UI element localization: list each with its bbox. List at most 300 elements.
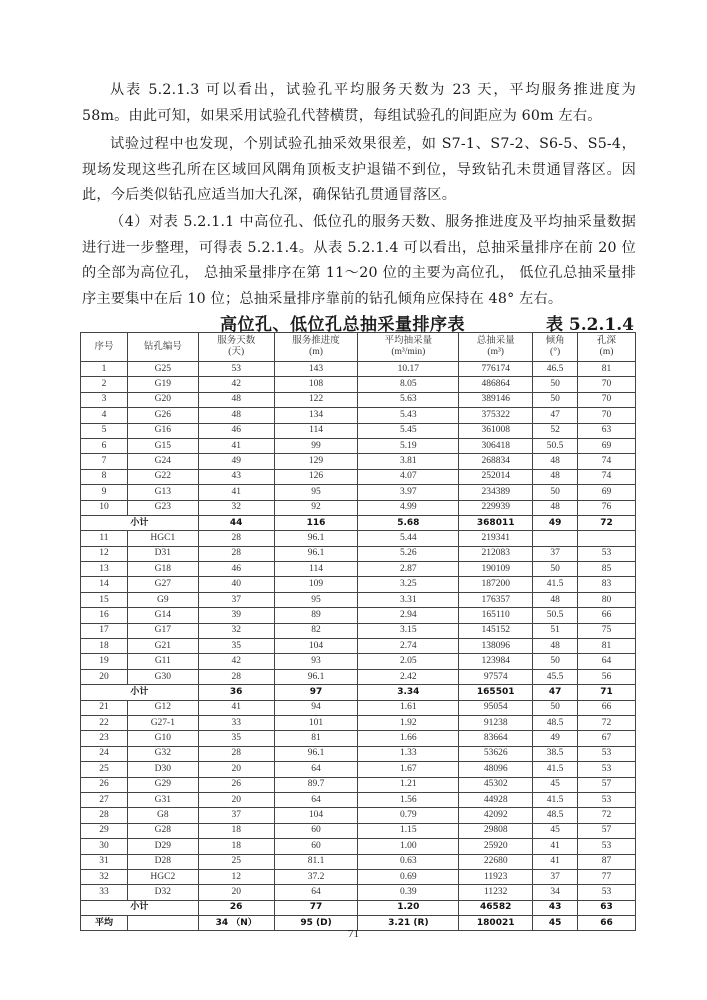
table-row	[81, 438, 636, 453]
cell-avg-extraction: 1.92	[358, 715, 459, 730]
cell-seq: 1	[81, 362, 128, 377]
cell-total-extraction: 44928	[459, 792, 533, 807]
cell-service-days: 20	[198, 762, 274, 777]
cell-depth: 72	[578, 808, 636, 823]
cell-total-extraction: 268834	[459, 454, 533, 469]
cell-hole-id: G24	[127, 454, 198, 469]
table-row	[81, 500, 636, 515]
cell-total-extraction: 95054	[459, 700, 533, 715]
header-label: 序号	[94, 341, 114, 352]
cell-depth: 63	[578, 423, 636, 438]
cell-service-days: 18	[198, 839, 274, 854]
cell-hole-id: G15	[127, 438, 198, 453]
cell-total-extraction: 145152	[459, 623, 533, 638]
cell-avg-extraction: 2.42	[358, 669, 459, 684]
cell-service-days: 49	[198, 454, 274, 469]
header-total-extraction	[459, 333, 533, 362]
cell-service-days: 46	[198, 423, 274, 438]
cell-service-days: 48	[198, 408, 274, 423]
cell-advance: 114	[274, 562, 358, 577]
cell-avg-extraction: 3.31	[358, 592, 459, 607]
table-row	[81, 854, 636, 869]
cell-total-extraction: 234389	[459, 485, 533, 500]
cell-advance: 81.1	[274, 854, 358, 869]
cell-depth: 81	[578, 362, 636, 377]
cell-service-days: 20	[198, 792, 274, 807]
cell-avg-extraction: 8.05	[358, 377, 459, 392]
cell-hole-id: D30	[127, 762, 198, 777]
cell-service-days: 35	[198, 731, 274, 746]
cell-angle: 43	[533, 900, 578, 915]
cell-avg-extraction: 3.15	[358, 623, 459, 638]
cell-service-days: 35	[198, 639, 274, 654]
cell-hole-id: G12	[127, 700, 198, 715]
table-row	[81, 362, 636, 377]
cell-depth: 80	[578, 592, 636, 607]
cell-angle: 50	[533, 485, 578, 500]
table-row	[81, 731, 636, 746]
cell-avg-extraction: 2.74	[358, 639, 459, 654]
subtotal-row	[81, 685, 636, 700]
cell-avg-extraction: 2.94	[358, 608, 459, 623]
cell-advance: 81	[274, 731, 358, 746]
header-unit: (m)	[599, 347, 614, 357]
cell-depth: 66	[578, 916, 636, 931]
header-label: 钻孔编号	[143, 341, 182, 352]
cell-depth: 81	[578, 639, 636, 654]
cell-hole-id: G23	[127, 500, 198, 515]
cell-hole-id: G27-1	[127, 715, 198, 730]
cell-advance: 104	[274, 808, 358, 823]
cell-advance: 77	[274, 900, 358, 915]
cell-advance: 94	[274, 700, 358, 715]
cell-hole-id: G17	[127, 623, 198, 638]
header-label: 服务天数	[217, 336, 256, 346]
cell-total-extraction: 486864	[459, 377, 533, 392]
table-row	[81, 577, 636, 592]
cell-service-days: 40	[198, 577, 274, 592]
table-row	[81, 469, 636, 484]
table-caption	[80, 310, 636, 335]
cell-avg-extraction: 0.39	[358, 885, 459, 900]
cell-avg-extraction: 1.33	[358, 746, 459, 761]
cell-seq: 18	[81, 639, 128, 654]
cell-service-days: 53	[198, 362, 274, 377]
cell-advance: 60	[274, 823, 358, 838]
cell-total-extraction: 11232	[459, 885, 533, 900]
header-angle	[533, 333, 578, 362]
cell-seq: 20	[81, 669, 128, 684]
cell-total-extraction: 252014	[459, 469, 533, 484]
table-row	[81, 531, 636, 546]
cell-depth: 66	[578, 700, 636, 715]
cell-seq: 16	[81, 608, 128, 623]
cell-advance: 101	[274, 715, 358, 730]
cell-hole-id: HGC1	[127, 531, 198, 546]
cell-avg-extraction: 1.21	[358, 777, 459, 792]
cell-hole-id: G31	[127, 792, 198, 807]
cell-angle: 41.5	[533, 762, 578, 777]
cell-hole-id: D29	[127, 839, 198, 854]
cell-angle: 48	[533, 469, 578, 484]
cell-avg-extraction: 5.43	[358, 408, 459, 423]
header-service-days	[198, 333, 274, 362]
cell-total-extraction: 25920	[459, 839, 533, 854]
cell-hole-id: D32	[127, 885, 198, 900]
cell-hole-id: G28	[127, 823, 198, 838]
cell-angle: 49	[533, 731, 578, 746]
table-row	[81, 746, 636, 761]
cell-avg-extraction: 3.81	[358, 454, 459, 469]
cell-angle: 37	[533, 546, 578, 561]
cell-depth: 64	[578, 654, 636, 669]
cell-depth: 71	[578, 685, 636, 700]
cell-angle: 45.5	[533, 669, 578, 684]
cell-total-extraction: 45302	[459, 777, 533, 792]
table-row	[81, 669, 636, 684]
cell-advance: 82	[274, 623, 358, 638]
cell-seq: 7	[81, 454, 128, 469]
cell-service-days: 41	[198, 485, 274, 500]
cell-total-extraction: 48096	[459, 762, 533, 777]
cell-angle: 46.5	[533, 362, 578, 377]
cell-advance: 64	[274, 885, 358, 900]
cell-angle: 51	[533, 623, 578, 638]
cell-seq: 29	[81, 823, 128, 838]
cell-depth: 74	[578, 469, 636, 484]
cell-service-days: 37	[198, 592, 274, 607]
cell-angle: 34	[533, 885, 578, 900]
cell-total-extraction: 306418	[459, 438, 533, 453]
cell-total-extraction: 187200	[459, 577, 533, 592]
cell-hole-id: G25	[127, 362, 198, 377]
cell-advance: 95 (D)	[274, 916, 358, 931]
cell-advance: 97	[274, 685, 358, 700]
cell-advance: 96.1	[274, 746, 358, 761]
cell-depth: 72	[578, 515, 636, 530]
cell-hole-id: G19	[127, 377, 198, 392]
cell-hole-id: G16	[127, 423, 198, 438]
cell-seq: 31	[81, 854, 128, 869]
cell-angle	[533, 531, 578, 546]
cell-total-extraction: 368011	[459, 515, 533, 530]
cell-service-days: 12	[198, 869, 274, 884]
cell-depth: 70	[578, 377, 636, 392]
page-number: 71	[348, 928, 359, 940]
cell-seq: 3	[81, 392, 128, 407]
cell-depth: 85	[578, 562, 636, 577]
cell-hole-id: G14	[127, 608, 198, 623]
cell-advance: 143	[274, 362, 358, 377]
cell-depth: 56	[578, 669, 636, 684]
cell-avg-extraction: 0.63	[358, 854, 459, 869]
cell-depth	[578, 531, 636, 546]
cell-hole-id: G10	[127, 731, 198, 746]
cell-service-days: 43	[198, 469, 274, 484]
table-row	[81, 885, 636, 900]
cell-seq: 15	[81, 592, 128, 607]
cell-total-extraction: 776174	[459, 362, 533, 377]
cell-advance: 60	[274, 839, 358, 854]
header-label: 平均抽采量	[384, 336, 433, 346]
cell-angle: 47	[533, 408, 578, 423]
cell-total-extraction: 138096	[459, 639, 533, 654]
table-row	[81, 808, 636, 823]
cell-angle: 50	[533, 700, 578, 715]
cell-advance: 104	[274, 639, 358, 654]
cell-avg-extraction: 1.66	[358, 731, 459, 746]
cell-angle: 50	[533, 562, 578, 577]
cell-hole-id: G22	[127, 469, 198, 484]
cell-hole-id: G30	[127, 669, 198, 684]
cell-angle: 52	[533, 423, 578, 438]
cell-seq: 28	[81, 808, 128, 823]
cell-avg-extraction: 1.00	[358, 839, 459, 854]
cell-hole-id: G9	[127, 592, 198, 607]
subtotal-label: 小计	[81, 685, 199, 700]
cell-hole-id: G32	[127, 746, 198, 761]
header-seq	[81, 333, 128, 362]
cell-seq: 30	[81, 839, 128, 854]
cell-seq: 26	[81, 777, 128, 792]
cell-angle: 49	[533, 515, 578, 530]
cell-service-days: 44	[198, 515, 274, 530]
cell-seq: 24	[81, 746, 128, 761]
cell-service-days: 18	[198, 823, 274, 838]
paragraph-1: 从表 5.2.1.3 可以看出，试验孔平均服务天数为 23 天，平均服务推进度为 58m。由此可知，如果采用试验孔代替横贯，每组试验孔的间距应为 60m 左右。	[82, 82, 636, 124]
cell-total-extraction: 229939	[459, 500, 533, 515]
cell-angle: 47	[533, 685, 578, 700]
cell-service-days: 28	[198, 531, 274, 546]
cell-advance: 89.7	[274, 777, 358, 792]
cell-advance: 96.1	[274, 531, 358, 546]
cell-depth: 53	[578, 792, 636, 807]
cell-seq: 32	[81, 869, 128, 884]
header-unit: (m³)	[487, 347, 504, 357]
table-title: 高位孔、低位孔总抽采量排序表	[220, 315, 465, 335]
table-row	[81, 608, 636, 623]
cell-angle: 50	[533, 377, 578, 392]
table-row	[81, 762, 636, 777]
cell-depth: 69	[578, 485, 636, 500]
table-row	[81, 623, 636, 638]
cell-seq: 22	[81, 715, 128, 730]
cell-total-extraction: 361008	[459, 423, 533, 438]
cell-seq: 21	[81, 700, 128, 715]
cell-angle: 48	[533, 454, 578, 469]
cell-depth: 70	[578, 408, 636, 423]
table-row	[81, 839, 636, 854]
cell-angle: 37	[533, 869, 578, 884]
cell-total-extraction: 212083	[459, 546, 533, 561]
cell-advance: 126	[274, 469, 358, 484]
table-header-row	[81, 333, 636, 362]
cell-service-days: 32	[198, 500, 274, 515]
cell-advance: 96.1	[274, 546, 358, 561]
cell-seq: 27	[81, 792, 128, 807]
cell-depth: 66	[578, 608, 636, 623]
cell-advance: 99	[274, 438, 358, 453]
table-row	[81, 454, 636, 469]
cell-service-days: 37	[198, 808, 274, 823]
cell-avg-extraction: 1.15	[358, 823, 459, 838]
cell-service-days: 41	[198, 700, 274, 715]
table-row	[81, 654, 636, 669]
cell-avg-extraction: 5.19	[358, 438, 459, 453]
cell-depth: 75	[578, 623, 636, 638]
cell-advance: 129	[274, 454, 358, 469]
cell-depth: 53	[578, 746, 636, 761]
cell-seq: 33	[81, 885, 128, 900]
subtotal-row	[81, 515, 636, 530]
header-unit: (°)	[550, 347, 561, 357]
cell-avg-extraction: 10.17	[358, 362, 459, 377]
cell-avg-extraction: 1.56	[358, 792, 459, 807]
cell-service-days: 33	[198, 715, 274, 730]
header-label: 总抽采量	[476, 336, 515, 346]
cell-avg-extraction: 0.69	[358, 869, 459, 884]
cell-service-days: 48	[198, 392, 274, 407]
cell-advance: 96.1	[274, 669, 358, 684]
cell-angle: 50.5	[533, 608, 578, 623]
cell-total-extraction: 97574	[459, 669, 533, 684]
cell-hole-id: G29	[127, 777, 198, 792]
header-unit: (m³/min)	[391, 347, 426, 357]
cell-hole-id: G26	[127, 408, 198, 423]
table-body	[81, 362, 636, 931]
cell-depth: 63	[578, 900, 636, 915]
table-row	[81, 639, 636, 654]
table-row	[81, 408, 636, 423]
table-row	[81, 777, 636, 792]
cell-angle: 41.5	[533, 792, 578, 807]
cell-angle: 41	[533, 854, 578, 869]
cell-avg-extraction: 1.67	[358, 762, 459, 777]
cell-depth: 67	[578, 731, 636, 746]
cell-service-days: 25	[198, 854, 274, 869]
cell-service-days: 42	[198, 377, 274, 392]
subtotal-row	[81, 900, 636, 915]
cell-advance: 116	[274, 515, 358, 530]
cell-total-extraction: 176357	[459, 592, 533, 607]
cell-avg-extraction: 2.87	[358, 562, 459, 577]
cell-avg-extraction: 4.99	[358, 500, 459, 515]
cell-depth: 70	[578, 392, 636, 407]
cell-avg-extraction: 5.45	[358, 423, 459, 438]
cell-avg-extraction: 3.21 (R)	[358, 916, 459, 931]
cell-total-extraction: 123984	[459, 654, 533, 669]
cell-avg-extraction: 3.97	[358, 485, 459, 500]
table-row	[81, 562, 636, 577]
header-advance	[274, 333, 358, 362]
cell-service-days: 39	[198, 608, 274, 623]
data-table	[80, 332, 636, 931]
cell-service-days: 26	[198, 777, 274, 792]
cell-advance: 134	[274, 408, 358, 423]
cell-seq: 8	[81, 469, 128, 484]
cell-angle: 41.5	[533, 577, 578, 592]
cell-avg-extraction: 3.25	[358, 577, 459, 592]
cell-seq: 25	[81, 762, 128, 777]
cell-angle: 50.5	[533, 438, 578, 453]
cell-total-extraction: 11923	[459, 869, 533, 884]
cell-service-days: 34 （N）	[198, 916, 274, 931]
header-unit: (天)	[228, 347, 245, 357]
cell-seq: 14	[81, 577, 128, 592]
cell-hole-id: G27	[127, 577, 198, 592]
table-row	[81, 485, 636, 500]
cell-total-extraction: 180021	[459, 916, 533, 931]
cell-seq: 4	[81, 408, 128, 423]
cell-angle: 48	[533, 639, 578, 654]
cell-seq: 2	[81, 377, 128, 392]
table-row	[81, 700, 636, 715]
cell-seq: 11	[81, 531, 128, 546]
cell-depth: 72	[578, 715, 636, 730]
cell-depth: 53	[578, 885, 636, 900]
cell-depth: 74	[578, 454, 636, 469]
cell-total-extraction: 53626	[459, 746, 533, 761]
table-row	[81, 823, 636, 838]
header-label: 孔深	[597, 336, 617, 346]
header-unit: (m)	[309, 347, 323, 357]
cell-avg-extraction: 0.79	[358, 808, 459, 823]
table-row	[81, 377, 636, 392]
cell-depth: 53	[578, 546, 636, 561]
cell-advance: 89	[274, 608, 358, 623]
cell-hole-id: G8	[127, 808, 198, 823]
header-depth	[578, 333, 636, 362]
cell-hole-id: G20	[127, 392, 198, 407]
cell-advance: 95	[274, 592, 358, 607]
cell-depth: 87	[578, 854, 636, 869]
cell-hole-id: D31	[127, 546, 198, 561]
cell-service-days: 46	[198, 562, 274, 577]
paragraph-2: 试验过程中也发现，个别试验孔抽采效果很差，如 S7-1、S7-2、S6-5、S5-4，现场发现这些孔所在区域回风隅角顶板支护退锚不到位，导致钻孔未贯通冒落区。因此，今后类似钻孔应适当加大孔深，确保钻孔贯通冒落区。	[82, 136, 636, 203]
cell-advance: 109	[274, 577, 358, 592]
cell-angle: 45	[533, 823, 578, 838]
cell-angle: 50	[533, 392, 578, 407]
cell-seq: 10	[81, 500, 128, 515]
cell-service-days: 36	[198, 685, 274, 700]
cell-angle: 48.5	[533, 715, 578, 730]
cell-total-extraction: 389146	[459, 392, 533, 407]
table-row	[81, 546, 636, 561]
table-row	[81, 715, 636, 730]
cell-depth: 57	[578, 823, 636, 838]
table-row	[81, 423, 636, 438]
table-number: 表 5.2.1.4	[546, 315, 634, 335]
cell-depth: 69	[578, 438, 636, 453]
cell-seq: 6	[81, 438, 128, 453]
cell-avg-extraction: 1.20	[358, 900, 459, 915]
cell-seq: 23	[81, 731, 128, 746]
cell-service-days: 32	[198, 623, 274, 638]
cell-depth: 83	[578, 577, 636, 592]
cell-angle: 48.5	[533, 808, 578, 823]
cell-depth: 76	[578, 500, 636, 515]
cell-advance: 37.2	[274, 869, 358, 884]
cell-seq: 19	[81, 654, 128, 669]
cell-advance: 64	[274, 762, 358, 777]
cell-angle: 48	[533, 592, 578, 607]
cell-seq: 9	[81, 485, 128, 500]
cell-advance: 108	[274, 377, 358, 392]
cell-avg-extraction: 3.34	[358, 685, 459, 700]
paragraph-3: （4）对表 5.2.1.1 中高位孔、低位孔的服务天数、服务推进度及平均抽采量数据进行进一步整理，可得表 5.2.1.4。从表 5.2.1.4 可以看出，总抽采量排序在前 20 位的全部为高位孔， 总抽采量排序在第 11～20 位的主要为高位孔， 低位孔总抽采量排序主要集中在后 10 位；总抽采量排序靠前的钻孔倾角应保持在 48° 左右。	[82, 214, 636, 307]
cell-angle: 48	[533, 500, 578, 515]
header-label: 倾角	[545, 336, 565, 346]
